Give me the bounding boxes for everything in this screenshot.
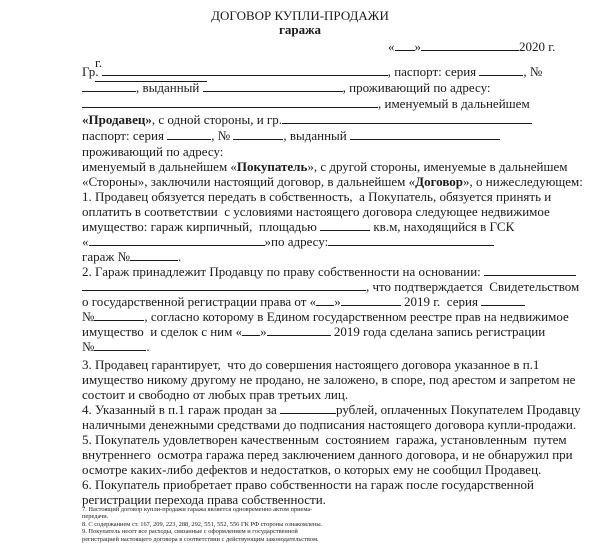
garage-area-label: имущество: гараж кирпичный, площадью [82, 219, 317, 234]
document-subtitle: гаража [278, 22, 322, 37]
garage-address-blank [328, 234, 494, 246]
preamble-line-1 [82, 64, 542, 80]
seller-passport-number-blank [82, 80, 136, 92]
registration-day-close: » [334, 294, 341, 309]
clause-6-line-1: 6. Покупатель приобретает право собственности на гараж после государственной [82, 477, 535, 492]
record-number-blank [94, 339, 146, 351]
certificate-series-blank [481, 294, 525, 306]
clause-8-line-1: 8. С содержанием ст. 167, 209, 223, 288, 292, 551, 552, 556 ГК РФ стороны ознакомлены. [82, 520, 323, 528]
date-open-quote: « [388, 39, 395, 54]
record-number-label: № [82, 339, 95, 354]
certificate-number-blank [94, 309, 144, 321]
clause-7-line-2: передачи. [82, 513, 109, 521]
preamble-line-6 [82, 144, 223, 160]
date-month-blank [421, 39, 519, 51]
clause-2-line-3 [82, 294, 525, 310]
place-prefix: г. [95, 54, 103, 70]
gsk-name-blank [89, 234, 265, 246]
buyer-named-label: именуемый в дальнейшем « [82, 159, 237, 174]
clause-3-line-2: имущество никому другому не продано, не заложено, в споре, под арестом и запретом не [82, 372, 576, 387]
clause-2-line-5 [82, 324, 545, 340]
clause-9-line-2: регистрацией настоящего договора в соответствии с действующим законодательством. [82, 535, 319, 543]
parties-term: «Стороны», заключили настоящий договор, в дальнейшем « [82, 174, 416, 189]
clause-2-line-1 [82, 264, 576, 280]
seller-address-label: , проживающий по адресу: [342, 80, 491, 95]
buyer-passport-number-blank [233, 128, 283, 140]
clause-1-line-3 [82, 219, 514, 235]
seller-prefix: Гр. [82, 64, 99, 79]
garage-area-blank [320, 219, 370, 231]
garage-number-label: гараж № [82, 249, 131, 264]
buyer-passport-series-label: паспорт: серия [82, 128, 164, 143]
buyer-issued-blank [350, 128, 500, 140]
date-day-blank [395, 39, 415, 51]
seller-named-label: , именуемый в дальнейшем [378, 96, 530, 111]
preamble-line-3 [82, 96, 530, 112]
clause-4-line-1 [82, 402, 581, 418]
clause-2-line-6: № . [82, 339, 150, 354]
parties-label: », с другой стороны, именуемые в дальнейшем [307, 159, 568, 174]
clause-4-line-2: наличными денежными средствами до подписания настоящего договора купли-продажи. [82, 417, 577, 432]
clause-2-line-2 [82, 279, 579, 295]
preamble-line-7 [82, 159, 567, 175]
certificate-label: , что подтверждается Свидетельством [366, 279, 580, 294]
ownership-basis-label: 2. Гараж принадлежит Продавцу по праву собственности на основании: [82, 264, 481, 279]
date-year: 2020 г. [519, 39, 556, 54]
seller-issued-label: , выданный [136, 80, 200, 95]
seller-name-blank [102, 64, 388, 76]
preamble-line-2 [82, 80, 491, 96]
buyer-issued-label: , выданный [283, 128, 347, 143]
clause-1-line-4 [82, 234, 494, 250]
record-day-close: » [260, 324, 267, 339]
clause-5-line-2: внутреннего осмотра гаража перед заключением данного договора, и не обнаружил при [82, 447, 573, 462]
registration-month-blank [341, 294, 401, 306]
seller-term: «Продавец» [82, 112, 152, 127]
price-currency-label: рублей, оплаченных Покупателем Продавцу [336, 402, 581, 417]
clause-5-line-3: осмотре каких-либо дефектов и недостатков, о которых ему не сообщил Продавец. [82, 462, 542, 477]
gsk-open-quote: « [82, 234, 89, 249]
clause-3-line-3: состоит и свободно от любых прав третьих лиц. [82, 387, 349, 402]
registration-day-blank [316, 294, 334, 306]
ownership-basis-blank-2 [82, 279, 366, 291]
preamble-line-8 [82, 174, 583, 190]
clause-1-line-1: 1. Продавец обязуется передать в собственность, а Покупатель, обязуется принять и [82, 189, 552, 204]
clause-6-line-2: регистрации перехода права собственности. [82, 492, 326, 507]
buyer-prefix: , с одной стороны, и гр. [151, 112, 283, 127]
buyer-name-blank [282, 112, 532, 124]
certificate-series-label: 2019 г. серия [403, 294, 478, 309]
buyer-passport-series-blank [167, 128, 211, 140]
ownership-basis-blank [484, 264, 576, 276]
seller-passport-number-label: , № [523, 64, 543, 79]
certificate-number-label: № [82, 309, 95, 324]
clause-2-line-4 [82, 309, 569, 325]
date-close-quote: » [414, 39, 421, 54]
preamble-ending: », о нижеследующем: [463, 174, 583, 189]
contract-term: Договор [415, 174, 464, 189]
clause-1-line-5: гараж № . [82, 249, 182, 264]
garage-number-blank [130, 249, 178, 261]
buyer-passport-number-label: , № [211, 128, 231, 143]
garage-address-label: »по адресу: [264, 234, 329, 249]
record-date-label: имущество и сделок с ним « [82, 324, 243, 339]
price-blank [280, 402, 336, 414]
record-day-blank [242, 324, 260, 336]
seller-issued-blank [203, 80, 343, 92]
registry-label: , согласно которому в Едином государственном реестре прав на недвижимое [144, 309, 569, 324]
preamble-line-5 [82, 128, 500, 144]
clause-3-line-1: 3. Продавец гарантирует, что до совершения настоящего договора указанное в п.1 [82, 357, 540, 372]
price-label: 4. Указанный в п.1 гараж продан за [82, 402, 277, 417]
clause-5-line-1: 5. Покупатель удовлетворен качественным состоянием гаража, установленным путем [82, 432, 567, 447]
seller-passport-series-blank [479, 64, 523, 76]
record-month-blank [267, 324, 331, 336]
record-label: 2019 года сделана запись регистрации [333, 324, 546, 339]
date-line [388, 39, 555, 55]
seller-address-blank [82, 96, 378, 108]
preamble-line-4 [82, 112, 532, 128]
seller-passport-series-label: , паспорт: серия [387, 64, 477, 79]
clause-7-line-1: 7. Настоящий договор купли-продажи гаража является одновременно актом приема- [82, 506, 313, 513]
buyer-term: Покупатель [236, 159, 308, 174]
document-title: ДОГОВОР КУПЛИ-ПРОДАЖИ [211, 8, 389, 23]
registration-date-label: о государственной регистрации права от « [82, 294, 317, 309]
buyer-address-label: проживающий по адресу: [82, 144, 224, 159]
clause-1-line-2: оплатить в соответствии с условиями настоящего договора следующее недвижимое [82, 204, 550, 219]
garage-gsk-label: кв.м, находящийся в ГСК [373, 219, 515, 234]
clause-9-line-1: 9. Покупатель несет все расходы, связанные с оформлением и государственной [82, 528, 298, 536]
